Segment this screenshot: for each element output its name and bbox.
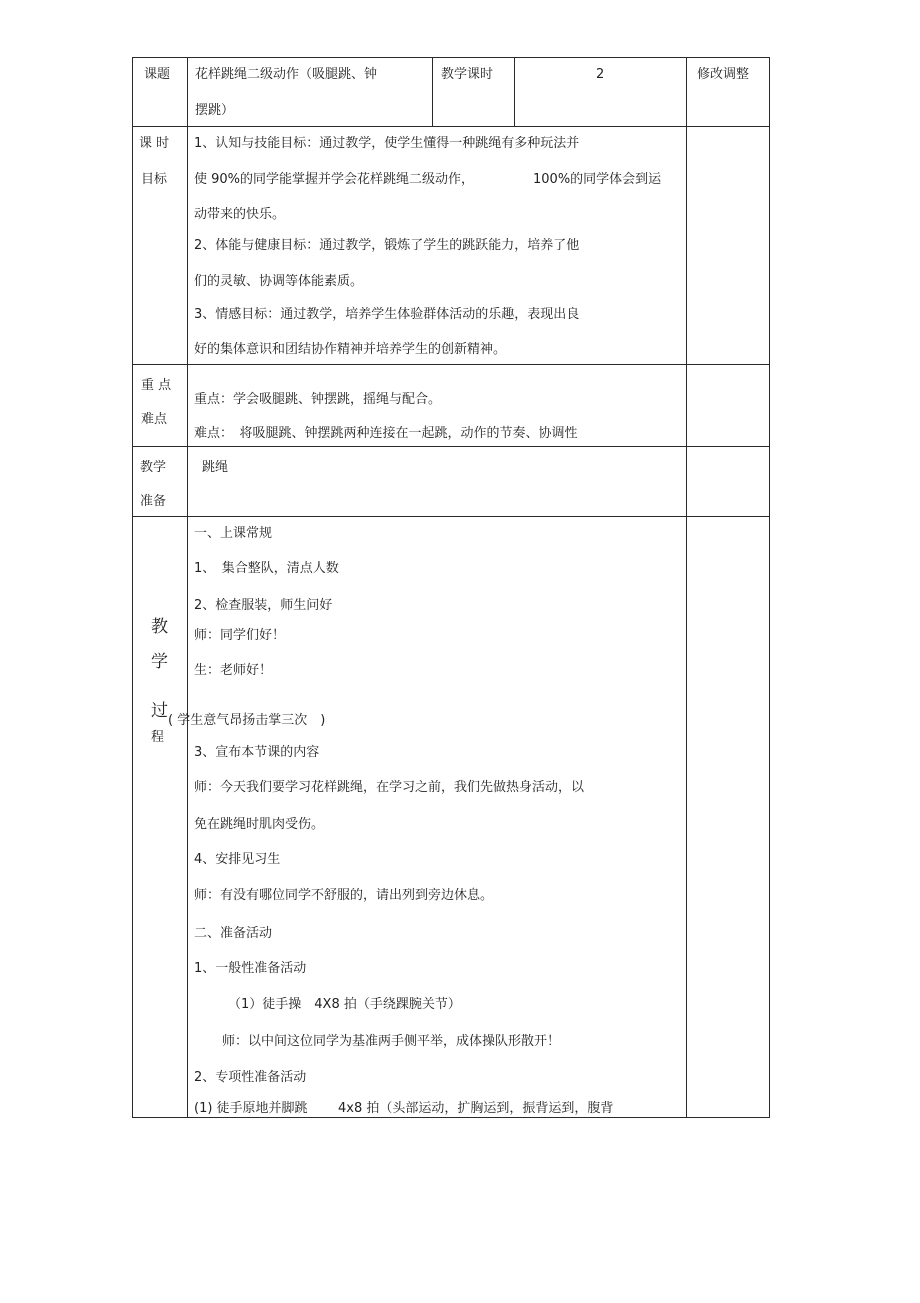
process-line: 1、一般性准备活动: [194, 961, 307, 976]
difficulty-point: 难点： 将吸腿跳、钟摆跳两种连接在一起跳，动作的节奏、协调性: [194, 426, 578, 441]
process-line: 二、准备活动: [194, 926, 273, 941]
objective-line: 3、情感目标：通过教学，培养学生体验群体活动的乐趣，表现出良: [194, 307, 580, 322]
objective-line: 动带来的快乐。: [194, 207, 286, 222]
process-line: 一、上课常规: [194, 526, 273, 541]
objective-line: 2、体能与健康目标：通过教学，锻炼了学生的跳跃能力，培养了他: [194, 238, 580, 253]
key-points-label-1: 重 点: [141, 378, 172, 393]
label-topic: 课题: [144, 67, 171, 82]
objective-line: 100%的同学体会到运: [533, 172, 662, 187]
process-label-char: 学: [151, 652, 168, 672]
row-divider-4: [132, 516, 770, 517]
objective-line: 使 90%的同学能掌握并学会花样跳绳二级动作，: [194, 172, 475, 187]
col-divider-revision: [686, 57, 687, 1118]
preparation-label-2: 准备: [140, 494, 167, 509]
row-divider-2: [132, 364, 770, 365]
table-border-top: [132, 57, 770, 58]
process-note: ( 学生意气昂扬击掌三次 ): [168, 713, 326, 728]
topic-line-2: 摆跳）: [195, 103, 235, 118]
process-line: 4x8 拍（头部运动，扩胸运到，振背运到，腹背: [338, 1101, 614, 1116]
table-border-right: [769, 57, 770, 1118]
col-divider-label: [187, 57, 188, 1118]
key-point: 重点：学会吸腿跳、钟摆跳，摇绳与配合。: [194, 392, 442, 407]
process-line: 1、 集合整队，清点人数: [194, 561, 339, 576]
process-line: 免在跳绳时肌肉受伤。: [194, 817, 325, 832]
col-divider-hours: [514, 57, 515, 127]
label-hours: 教学课时: [441, 67, 494, 82]
process-line: 2、检查服装，师生问好: [194, 598, 333, 613]
process-line: 师：以中间这位同学为基准两手侧平举，成体操队形散开！: [222, 1034, 561, 1049]
preparation-content: 跳绳: [202, 460, 229, 475]
process-line: 生：老师好！: [194, 663, 273, 678]
topic-line-1: 花样跳绳二级动作（吸腿跳、钟: [195, 67, 378, 82]
process-line: (1) 徒手原地并脚跳: [194, 1101, 308, 1116]
col-divider-topic: [432, 57, 433, 127]
row-divider-3: [132, 446, 770, 447]
objective-line: 们的灵敏、协调等体能素质。: [194, 274, 364, 289]
preparation-label-1: 教学: [140, 460, 167, 475]
hours-value: 2: [596, 67, 605, 82]
process-line: 4、安排见习生: [194, 852, 281, 867]
objective-line: 1、认知与技能目标：通过教学，使学生懂得一种跳绳有多种玩法并: [194, 136, 580, 151]
process-line: 师：同学们好！: [194, 628, 286, 643]
process-line: （1）徒手操 4X8 拍（手绕踝腕关节）: [228, 997, 461, 1012]
process-line: 师：有没有哪位同学不舒服的，请出列到旁边休息。: [194, 888, 494, 903]
objective-line: 好的集体意识和团结协作精神并培养学生的创新精神。: [194, 342, 507, 357]
key-points-label-2: 难点: [141, 412, 168, 427]
label-revision: 修改调整: [697, 67, 750, 82]
objectives-label-1: 课 时: [139, 136, 170, 151]
row-divider-1: [132, 126, 770, 127]
objectives-label-2: 目标: [141, 172, 168, 187]
process-line: 师：今天我们要学习花样跳绳，在学习之前，我们先做热身活动，以: [194, 780, 585, 795]
process-line: 3、宣布本节课的内容: [194, 745, 320, 760]
process-label-char: 程: [151, 730, 165, 745]
process-line: 2、专项性准备活动: [194, 1070, 307, 1085]
process-label-char: 教: [151, 617, 168, 637]
process-label-char: 过: [151, 701, 168, 721]
table-border-bottom: [132, 1117, 770, 1118]
table-border-left: [132, 57, 133, 1118]
